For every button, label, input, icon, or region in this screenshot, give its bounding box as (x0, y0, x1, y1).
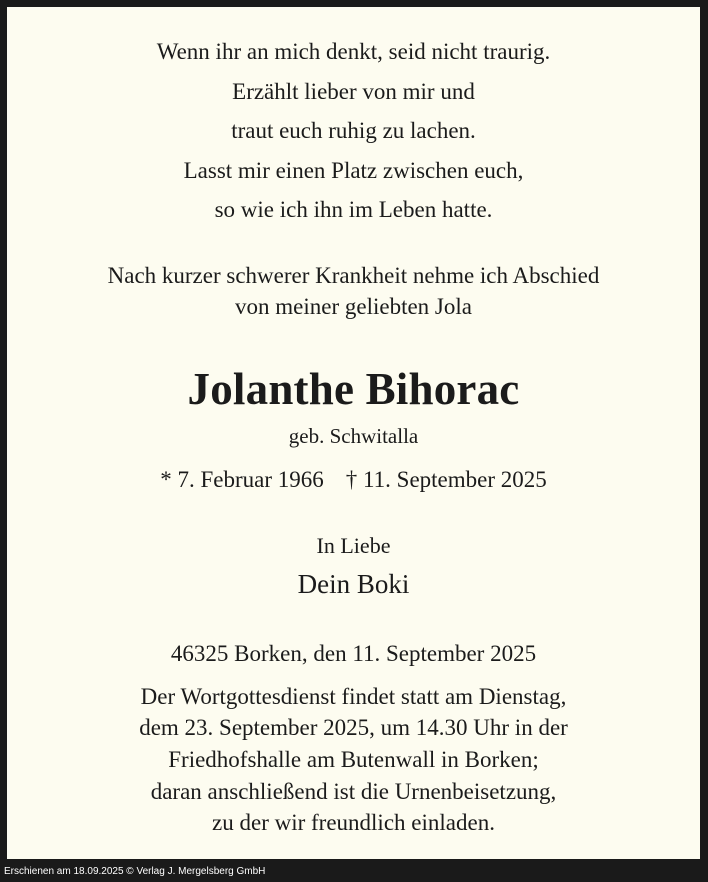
service-line: zu der wir freundlich einladen. (212, 810, 495, 835)
birth-date: * 7. Februar 1966 (160, 467, 324, 492)
intro-line: Nach kurzer schwerer Krankheit nehme ich Abschied (107, 263, 600, 288)
obituary-card (7, 7, 700, 859)
poem-line: Lasst mir einen Platz zwischen euch, (183, 158, 524, 183)
service-line: daran anschließend ist die Urnenbeisetzung, (150, 779, 557, 804)
poem-line: so wie ich ihn im Leben hatte. (214, 197, 493, 222)
poem-line: Wenn ihr an mich denkt, seid nicht traurig. (156, 39, 551, 64)
maiden-name: geb. Schwitalla (288, 424, 419, 448)
service-line: Friedhofshalle am Butenwall in Borken; (168, 747, 539, 772)
service-line: Der Wortgottesdienst findet statt am Dienstag, (140, 684, 567, 709)
intro-line: von meiner geliebten Jola (235, 294, 472, 319)
service-line: dem 23. September 2025, um 14.30 Uhr in der (139, 715, 568, 740)
publication-footer: Erschienen am 18.09.2025 © Verlag J. Mergelsberg GmbH (4, 866, 266, 877)
place-date: 46325 Borken, den 11. September 2025 (170, 641, 537, 666)
life-dates (7, 467, 700, 493)
death-date: † 11. September 2025 (345, 467, 547, 492)
poem-line: traut euch ruhig zu lachen. (231, 118, 476, 143)
greeting: In Liebe (316, 533, 391, 558)
deceased-name: Jolanthe Bihorac (187, 364, 520, 414)
poem-line: Erzählt lieber von mir und (232, 79, 475, 104)
signature: Dein Boki (297, 569, 410, 599)
